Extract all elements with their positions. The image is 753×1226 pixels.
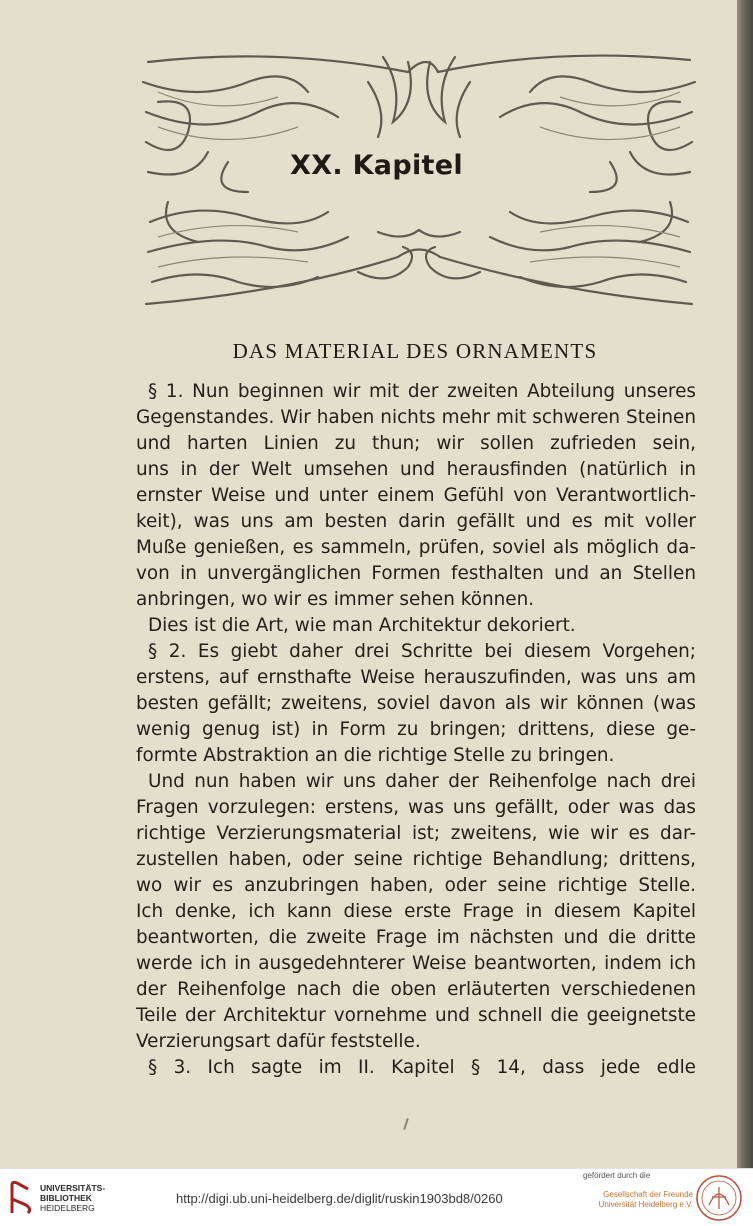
- text-line: Verzierungsart dafür feststelle.: [136, 1031, 421, 1052]
- text-line: wo wir es anzubringen haben, oder seine richtige Stelle.: [136, 875, 696, 896]
- text-line: Dies ist die Art, wie man Architektur dekoriert.: [148, 615, 576, 636]
- text-line: besten gefällt; zweitens, soviel davon als wir können (was: [136, 693, 696, 714]
- library-logo-icon: [8, 1179, 36, 1217]
- chapter-heading: XX. Kapitel: [290, 150, 463, 181]
- text-line: Ich denke, ich kann diese erste Frage in diesem Kapitel: [136, 901, 696, 922]
- permalink-url[interactable]: http://digi.ub.uni-heidelberg.de/diglit/ruskin1903bd8/0260: [176, 1191, 503, 1206]
- text-line: Gegenstandes. Wir haben nichts mehr mit schweren Steinen: [136, 407, 696, 428]
- text-line: anbringen, wo wir es immer sehen können.: [136, 589, 535, 610]
- page-edge-shadow: [737, 0, 753, 1168]
- text-line: erstens, auf ernsthafte Weise herauszufinden, was uns am: [136, 667, 696, 688]
- footer-bar: [0, 1168, 753, 1226]
- text-line: formte Abstraktion an die richtige Stelle zu bringen.: [136, 745, 615, 766]
- text-line: § 3. Ich sagte im II. Kapitel § 14, dass jede edle: [148, 1057, 696, 1078]
- sponsor-org-line-1: Gesellschaft der Freunde: [603, 1190, 693, 1199]
- text-line: § 1. Nun beginnen wir mit der zweiten Abteilung unseres: [148, 381, 696, 402]
- section-heading: DAS MATERIAL DES ORNAMENTS: [232, 339, 598, 363]
- text-line: uns in der Welt umsehen und herausfinden (natürlich in: [136, 459, 696, 480]
- library-line-3: HEIDELBERG: [40, 1203, 95, 1213]
- library-line-1: UNIVERSITÄTS-: [40, 1183, 106, 1193]
- text-line: werde ich in ausgedehnterer Weise beantworten, indem ich: [136, 953, 696, 974]
- text-line: beantworten, die zweite Frage im nächsten und die dritte: [136, 927, 696, 948]
- text-line: ernster Weise und unter einem Gefühl von Verantwortlich-: [136, 485, 696, 506]
- sponsor-org-line-2: Universität Heidelberg e.V.: [598, 1200, 693, 1209]
- text-line: richtige Verzierungsmaterial ist; zweitens, wie wir es dar-: [136, 823, 696, 844]
- text-line: der Reihenfolge nach die oben erläuterten verschiedenen: [136, 979, 696, 1000]
- text-line: wenig genug ist) in Form zu bringen; drittens, diese ge-: [136, 719, 696, 740]
- sponsor-label: gefördert durch die: [583, 1171, 651, 1180]
- text-line: Fragen vorzulegen: erstens, was uns gefällt, oder was das: [136, 797, 696, 818]
- text-line: § 2. Es giebt daher drei Schritte bei diesem Vorgehen;: [148, 641, 696, 662]
- library-name: [40, 1183, 105, 1213]
- text-line: Teile der Architektur vornehme und schnell die geeignetste: [136, 1005, 696, 1026]
- text-line: Muße genießen, es sammeln, prüfen, soviel als möglich da-: [136, 537, 696, 558]
- text-line: zustellen haben, oder seine richtige Behandlung; drittens,: [136, 849, 696, 870]
- text-line: keit), was uns am besten darin gefällt und es mit voller: [136, 511, 696, 532]
- text-line: von in unvergänglichen Formen festhalten und an Stellen: [136, 563, 696, 584]
- sponsor-block: [583, 1171, 693, 1210]
- text-line: und harten Linien zu thun; wir sollen zufrieden sein,: [136, 433, 696, 454]
- text-line: Und nun haben wir uns daher der Reihenfolge nach drei: [148, 771, 696, 792]
- library-line-2: BIBLIOTHEK: [40, 1193, 92, 1203]
- scan-mark: [403, 1118, 409, 1130]
- body-text: [136, 379, 696, 1081]
- university-seal-icon: [694, 1173, 744, 1223]
